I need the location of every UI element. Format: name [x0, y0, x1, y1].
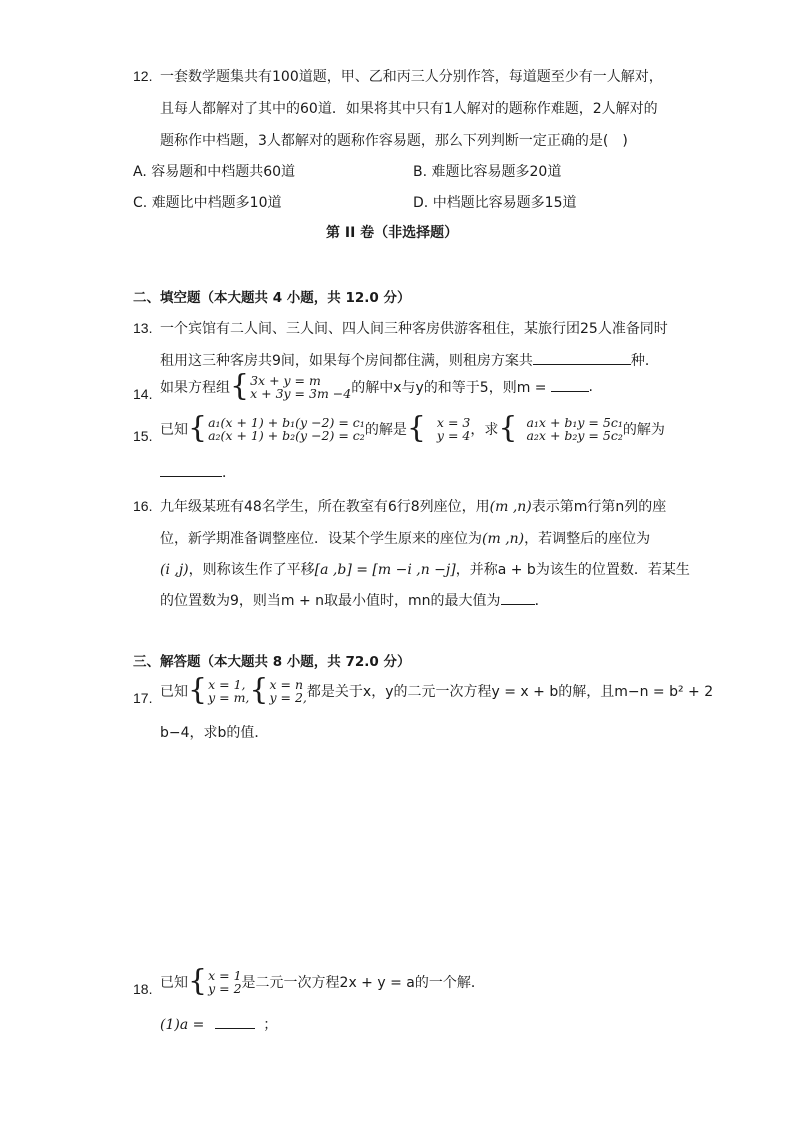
section-heading: 三、解答题（本大题共 8 小题，共 72.0 分）	[133, 654, 411, 670]
solution-system: { x = 3 y = 4	[406, 411, 471, 446]
option-label: A.	[133, 164, 147, 180]
option-label: B.	[413, 164, 428, 180]
option-c	[133, 192, 282, 212]
option-text: 难题比容易题多20道	[431, 164, 562, 180]
option-label: D.	[413, 195, 429, 211]
question-text-line: 已知 { a₁(x + 1) + b₁(y −2) = c₁ a₂(x + 1) + b₂(y −2) = c₂ 的解是 { x = 3 y = 4 ，求 { a₁x + b₁y = 5c₁ a₂x + b₂y = 5c₂ 的解为	[160, 411, 665, 446]
question-text-line: 已知 { x = 1, y = m, { x = n y = 2, 都是关于x，y的二元一次方程y = x + b的解，且m−n = b² + 2	[160, 673, 714, 708]
question-number: 14.	[133, 386, 153, 402]
question-text-line: 且每人都解对了其中的60道．如果将其中只有1人解对的题称作难题，2人解对的	[160, 101, 658, 117]
question-text-line: 已知 { x = 1 y = 2 是二元一次方程2x + y = a的一个解．	[160, 964, 485, 999]
question-text-line: 的位置数为9，则当m + n取最小值时，mn的最大值为 ．	[160, 593, 549, 609]
answer-blank[interactable]	[533, 363, 631, 365]
question-number: 13.	[133, 320, 153, 336]
question-text-line: 如果方程组 { 3x + y = m x + 3y = 3m −4 的解中x与y的和等于5，则m = .	[160, 369, 593, 404]
equation-system: { 3x + y = m x + 3y = 3m −4	[230, 369, 352, 404]
question-text-line: 一个宾馆有二人间、三人间、四人间三种客房供游客租住，某旅行团25人准备同时	[160, 321, 668, 337]
part-title: 第 II 卷（非选择题）	[326, 225, 459, 241]
question-text-line: (i ,j)，则称该生作了平移[a ,b] = [m −i ,n −j]，并称a + b为该生的位置数．若某生	[160, 562, 690, 578]
question-text-line: 位，新学期准备调整座位．设某个学生原来的座位为(m ,n)，若调整后的座位为	[160, 531, 651, 547]
brace-icon: {	[188, 964, 208, 999]
answer-blank[interactable]	[215, 1027, 255, 1029]
brace-icon: {	[249, 673, 269, 708]
option-text: 中档题比容易题多15道	[432, 195, 577, 211]
question-number: 18.	[133, 981, 153, 997]
question-text-line: 租用这三种客房共9间，如果每个房间都住满，则租房方案共 种．	[160, 353, 659, 369]
answer-blank[interactable]	[160, 475, 222, 477]
question-text-line: b−4，求b的值．	[160, 725, 269, 741]
equation-system: { a₁(x + 1) + b₁(y −2) = c₁ a₂(x + 1) + b₂(y −2) = c₂	[188, 411, 365, 446]
option-text: 难题比中档题多10道	[151, 195, 282, 211]
option-text: 容易题和中档题共60道	[151, 164, 296, 180]
option-b	[413, 161, 561, 181]
question-number: 16.	[133, 498, 153, 514]
question-number: 15.	[133, 428, 153, 444]
question-subpart: (1)a = ；	[160, 1017, 278, 1033]
question-text-line: 一套数学题集共有100道题，甲、乙和丙三人分别作答，每道题至少有一人解对，	[160, 69, 663, 85]
question-number: 12.	[133, 68, 153, 84]
question-text-line: ．	[160, 462, 236, 482]
answer-blank[interactable]	[501, 603, 535, 605]
question-text-line: 九年级某班有48名学生，所在教室有6行8列座位，用(m ,n)表示第m行第n列的座	[160, 499, 667, 515]
solution-system: { x = n y = 2,	[249, 673, 307, 708]
brace-icon: {	[188, 673, 208, 708]
equation-system: { a₁x + b₁y = 5c₁ a₂x + b₂y = 5c₂	[498, 411, 623, 446]
question-number: 17.	[133, 690, 153, 706]
brace-icon: {	[406, 411, 426, 446]
option-label: C.	[133, 195, 148, 211]
solution-system: { x = 1, y = m,	[188, 673, 250, 708]
option-a	[133, 161, 295, 181]
section-heading: 二、填空题（本大题共 4 小题，共 12.0 分）	[133, 290, 411, 306]
brace-icon: {	[188, 411, 208, 446]
solution-system: { x = 1 y = 2	[188, 964, 242, 999]
brace-icon: {	[498, 411, 518, 446]
answer-blank[interactable]	[551, 390, 589, 392]
option-d	[413, 192, 577, 212]
brace-icon: {	[230, 369, 250, 404]
question-text-line: 题称作中档题，3人都解对的题称作容易题，那么下列判断一定正确的是( )	[160, 133, 628, 149]
